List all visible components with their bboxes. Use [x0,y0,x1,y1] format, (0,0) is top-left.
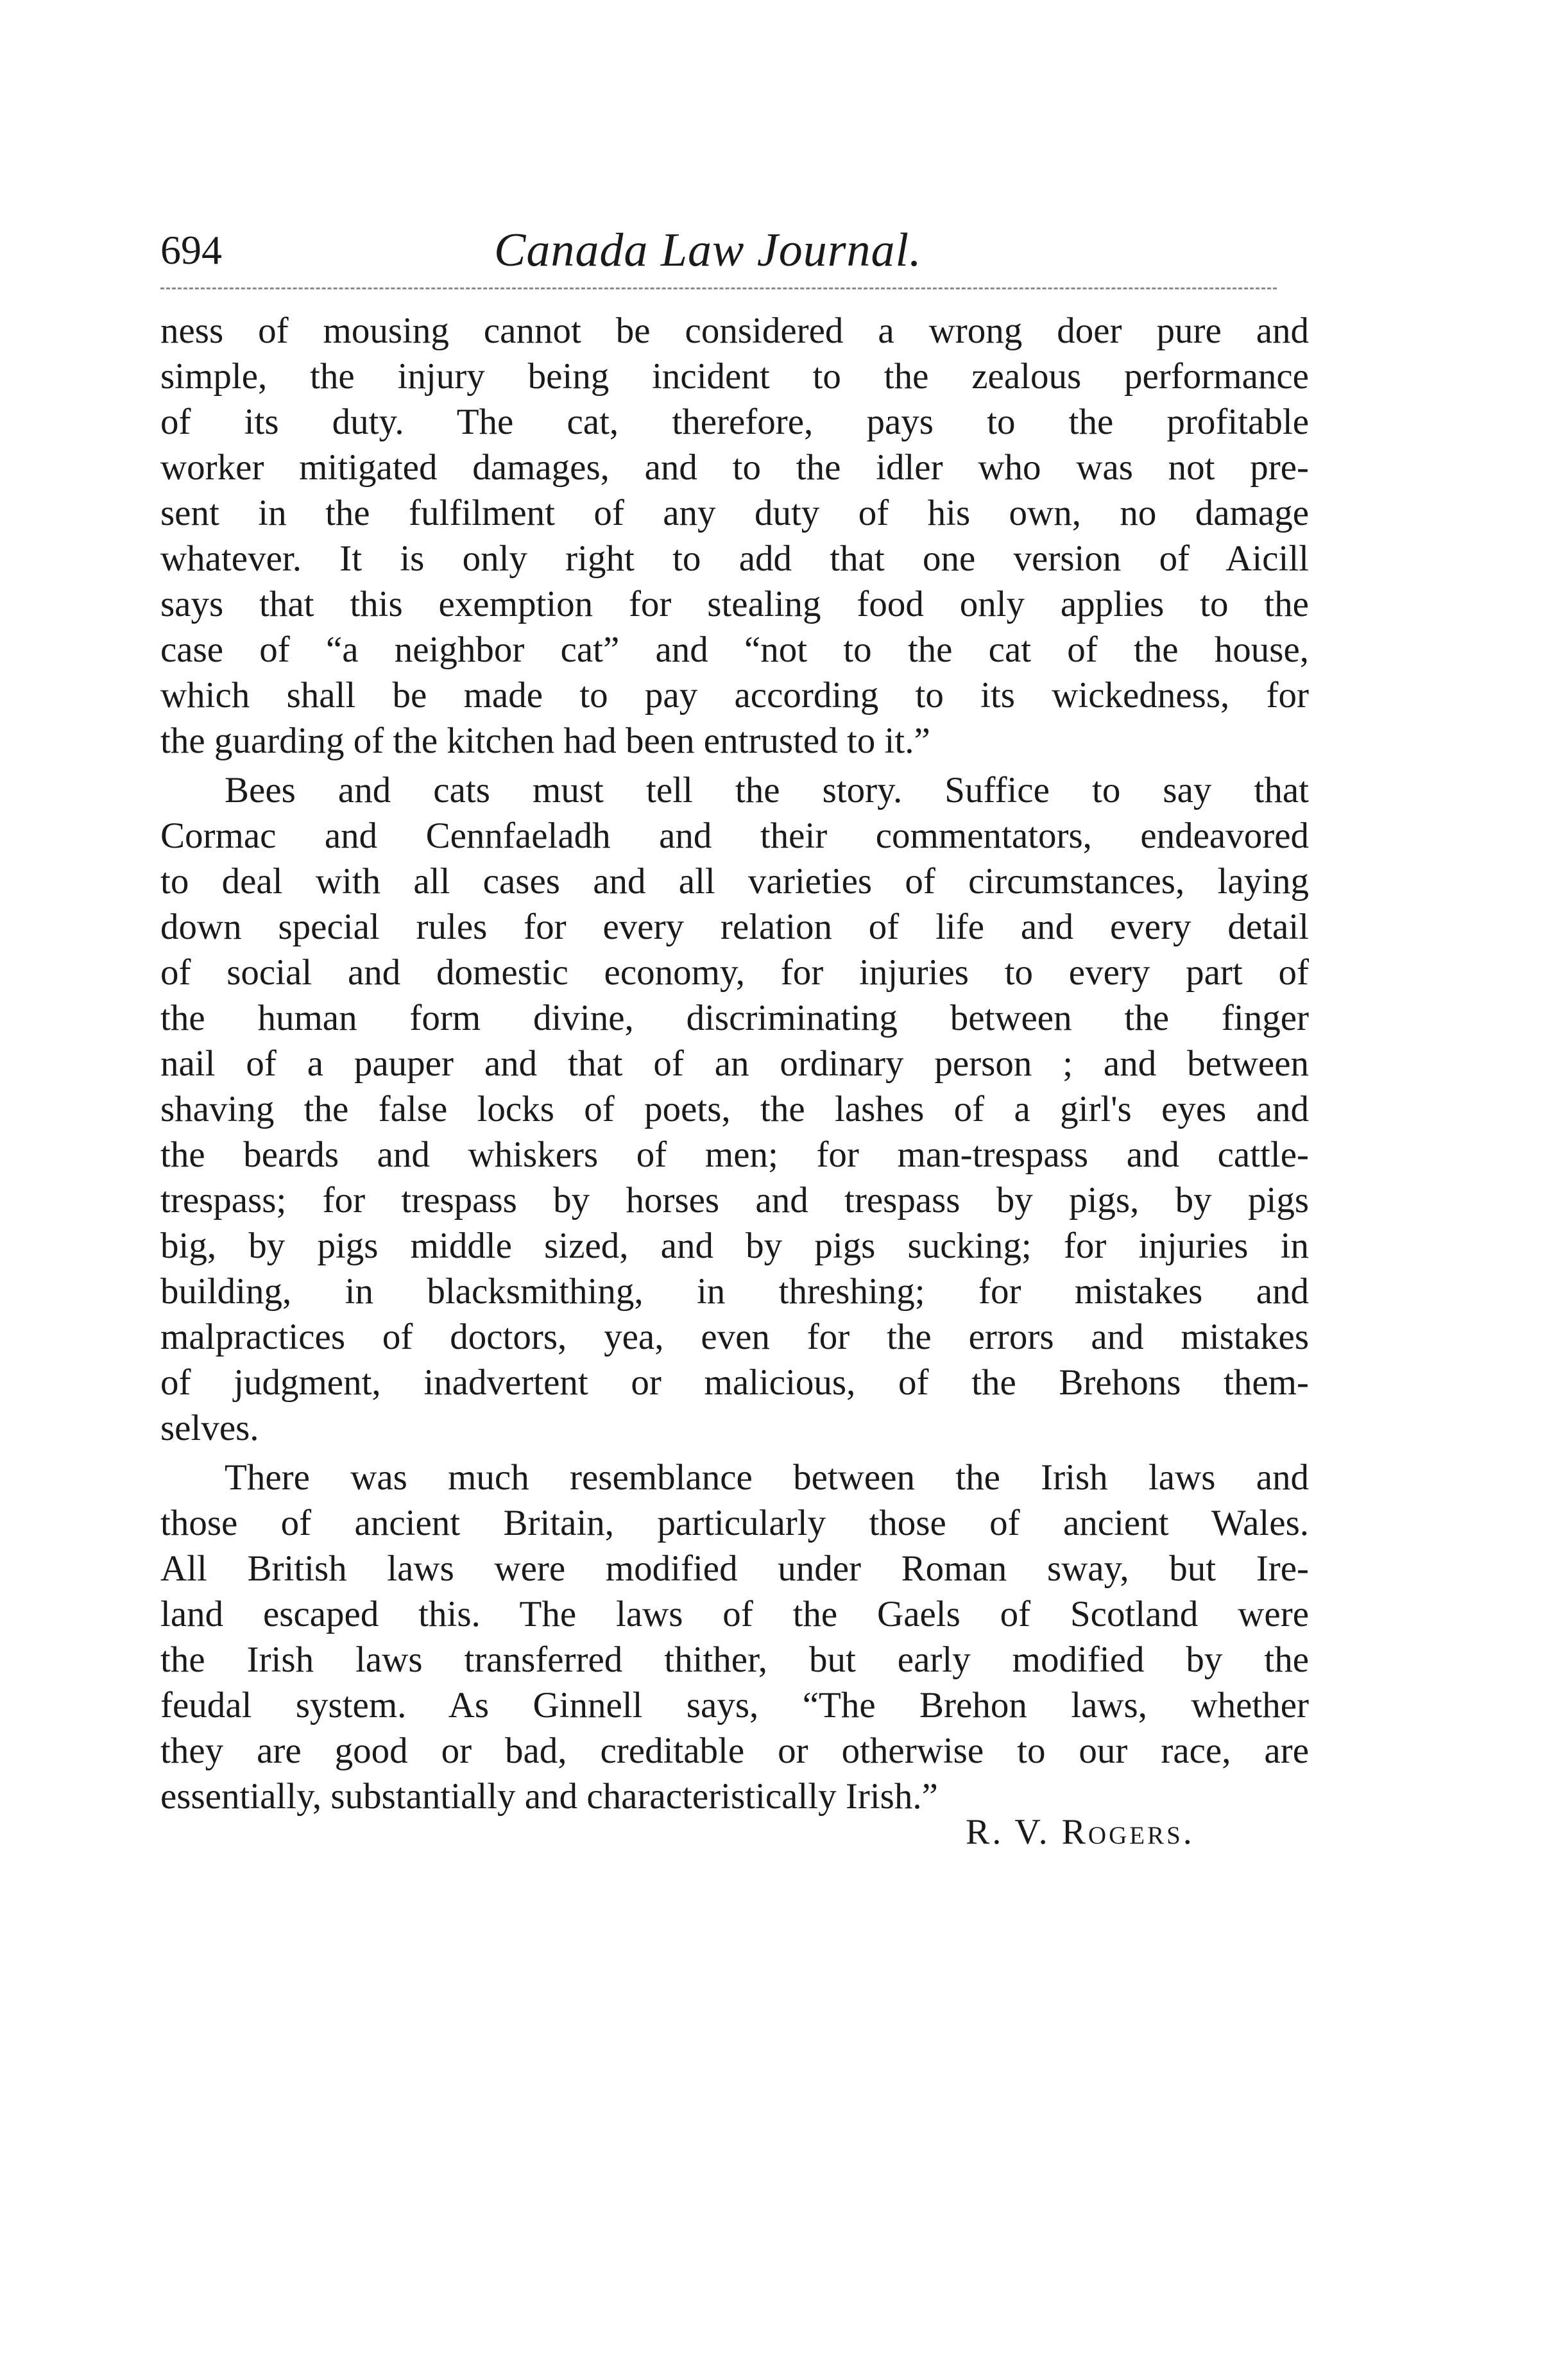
text-line: of its duty. The cat, therefore, pays to the profitable [160,402,1309,442]
text-line: the Irish laws transferred thither, but early modified by the [160,1639,1309,1680]
text-line: which shall be made to pay according to its wickedness, for [160,675,1309,715]
text-line: Cormac and Cennfaeladh and their commentators, endeavored [160,816,1309,856]
text-line: to deal with all cases and all varieties of circumstances, laying [160,861,1309,902]
text-line: the beards and whiskers of men; for man-trespass and cattle- [160,1134,1309,1175]
text-line: building, in blacksmithing, in threshing; for mistakes and [160,1271,1309,1312]
paragraph [160,767,1309,1451]
text-line: of social and domestic economy, for injuries to every part of [160,952,1309,993]
text-line: says that this exemption for stealing food only applies to the [160,584,1309,624]
header-rule [160,287,1277,289]
text-line: simple, the injury being incident to the zealous performance [160,356,1309,397]
text-line: they are good or bad, creditable or otherwise to our race, are [160,1731,1309,1771]
text-line: the guarding of the kitchen had been entrusted to it.” [160,721,930,761]
text-line: feudal system. As Ginnell says, “The Brehon laws, whether [160,1685,1309,1725]
article-body [160,308,1309,1819]
paragraph [160,1455,1309,1819]
text-line: sent in the fulfilment of any duty of his own, no damage [160,493,1309,533]
text-line: of judgment, inadvertent or malicious, of the Brehons them- [160,1362,1309,1403]
text-line: nail of a pauper and that of an ordinary person ; and between [160,1043,1309,1084]
text-line: worker mitigated damages, and to the idler who was not pre- [160,447,1309,488]
text-line: those of ancient Britain, particularly those of ancient Wales. [160,1503,1309,1543]
text-line: Bees and cats must tell the story. Suffice to say that [225,770,1309,810]
running-title: Canada Law Journal. [494,224,922,277]
text-line: All British laws were modified under Roman sway, but Ire- [160,1548,1309,1589]
text-line: down special rules for every relation of life and every detail [160,907,1309,947]
text-line: trespass; for trespass by horses and trespass by pigs, by pigs [160,1180,1309,1220]
text-line: land escaped this. The laws of the Gaels of Scotland were [160,1594,1309,1634]
text-line: the human form divine, discriminating between the finger [160,998,1309,1038]
paragraph [160,308,1309,764]
text-line: big, by pigs middle sized, and by pigs sucking; for injuries in [160,1226,1309,1266]
page-header [160,218,1277,295]
text-line: malpractices of doctors, yea, even for the errors and mistakes [160,1317,1309,1357]
author-signature: R. V. Rogers. [966,1812,1195,1852]
text-line: whatever. It is only right to add that one version of Aicill [160,538,1309,579]
text-line: essentially, substantially and characteristically Irish.” [160,1776,938,1817]
text-line: There was much resemblance between the Irish laws and [225,1457,1309,1498]
text-line: shaving the false locks of poets, the lashes of a girl's eyes and [160,1089,1309,1129]
text-line: selves. [160,1408,259,1448]
text-line: ness of mousing cannot be considered a wrong doer pure and [160,311,1309,351]
page-number: 694 [160,227,222,273]
text-line: case of “a neighbor cat” and “not to the cat of the house, [160,629,1309,670]
